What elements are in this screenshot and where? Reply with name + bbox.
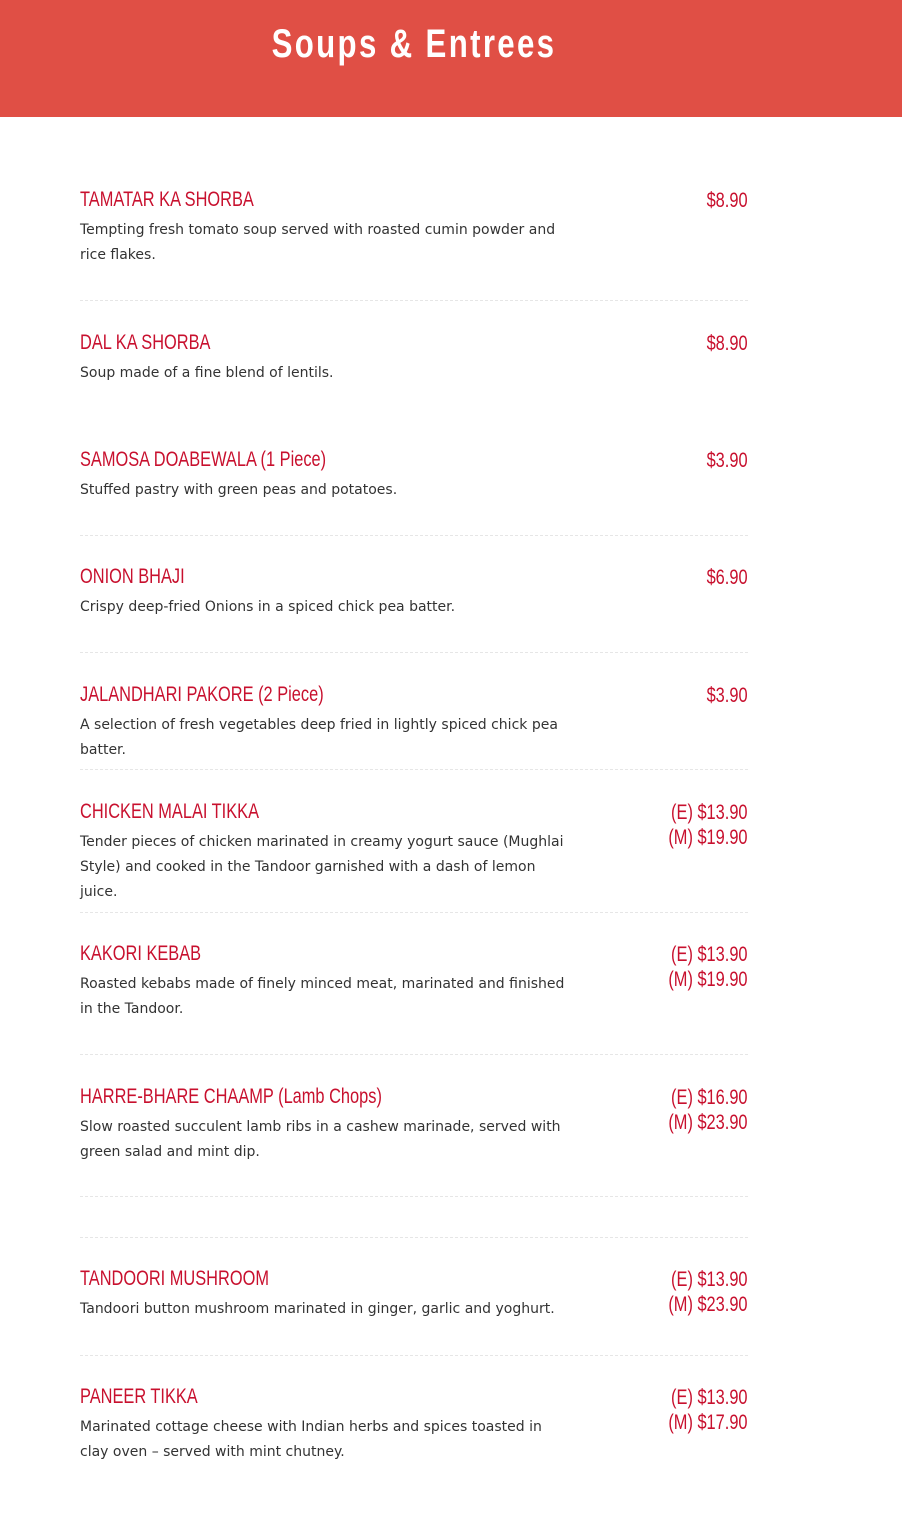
item-description: Crispy deep-fried Onions in a spiced chick pea batter.	[80, 599, 456, 615]
item-name: HARRE-BHARE CHAAMP (Lamb Chops)	[80, 1085, 382, 1108]
price-line: (M) $23.90	[668, 1293, 748, 1316]
price-line: (M) $17.90	[668, 1411, 748, 1434]
item-description: Soup made of a fine blend of lentils.	[80, 365, 334, 381]
item-price	[669, 942, 748, 992]
item-description: Tandoori button mushroom marinated in ginger, garlic and yoghurt.	[80, 1301, 555, 1317]
divider	[80, 1355, 748, 1356]
price-line: (M) $23.90	[668, 1111, 748, 1134]
item-name: PANEER TIKKA	[80, 1385, 198, 1408]
divider	[80, 1196, 748, 1197]
item-name: DAL KA SHORBA	[80, 331, 211, 354]
item-description: Marinated cottage cheese with Indian herbs and spices toasted in clay oven – served with mint chutney.	[80, 1419, 542, 1460]
divider	[80, 769, 748, 770]
item-price	[669, 1267, 748, 1317]
divider	[80, 912, 748, 913]
item-name: ONION BHAJI	[80, 565, 185, 588]
item-name: SAMOSA DOABEWALA (1 Piece)	[80, 448, 327, 471]
price-line: $8.90	[707, 189, 748, 212]
price-line: $6.90	[707, 566, 748, 589]
item-price	[707, 448, 748, 473]
price-line: (M) $19.90	[668, 968, 748, 991]
divider	[80, 535, 748, 536]
price-line: $3.90	[707, 449, 748, 472]
item-price	[707, 683, 748, 708]
item-name: TANDOORI MUSHROOM	[80, 1267, 269, 1290]
item-name: KAKORI KEBAB	[80, 942, 202, 965]
item-description: Tender pieces of chicken marinated in creamy yogurt sauce (Mughlai Style) and cooked in the Tandoor garnished with a dash of lemon juice.	[80, 834, 564, 900]
item-name: CHICKEN MALAI TIKKA	[80, 800, 260, 823]
price-line: $3.90	[707, 684, 748, 707]
price-line: (E) $13.90	[671, 943, 748, 966]
item-description: A selection of fresh vegetables deep fried in lightly spiced chick pea batter.	[80, 717, 558, 758]
section-header	[0, 0, 902, 117]
item-price	[669, 1085, 748, 1135]
item-name: TAMATAR KA SHORBA	[80, 188, 254, 211]
divider	[80, 300, 748, 301]
divider	[80, 652, 748, 653]
item-price	[669, 1385, 748, 1435]
item-price	[707, 331, 748, 356]
item-description: Slow roasted succulent lamb ribs in a cashew marinade, served with green salad and mint dip.	[80, 1119, 561, 1160]
item-price	[707, 565, 748, 590]
page-title: Soups & Entrees	[271, 22, 557, 66]
price-line: (E) $13.90	[671, 801, 748, 824]
price-line: $8.90	[707, 332, 748, 355]
price-line: (E) $13.90	[671, 1268, 748, 1291]
item-description: Tempting fresh tomato soup served with roasted cumin powder and rice flakes.	[80, 222, 556, 263]
item-description: Stuffed pastry with green peas and potatoes.	[80, 482, 398, 498]
item-description: Roasted kebabs made of finely minced meat, marinated and finished in the Tandoor.	[80, 976, 565, 1017]
price-line: (M) $19.90	[668, 826, 748, 849]
price-line: (E) $16.90	[671, 1086, 748, 1109]
divider	[80, 1237, 748, 1238]
item-price	[707, 188, 748, 213]
item-price	[669, 800, 748, 850]
item-name: JALANDHARI PAKORE (2 Piece)	[80, 683, 324, 706]
divider	[80, 1054, 748, 1055]
price-line: (E) $13.90	[671, 1386, 748, 1409]
